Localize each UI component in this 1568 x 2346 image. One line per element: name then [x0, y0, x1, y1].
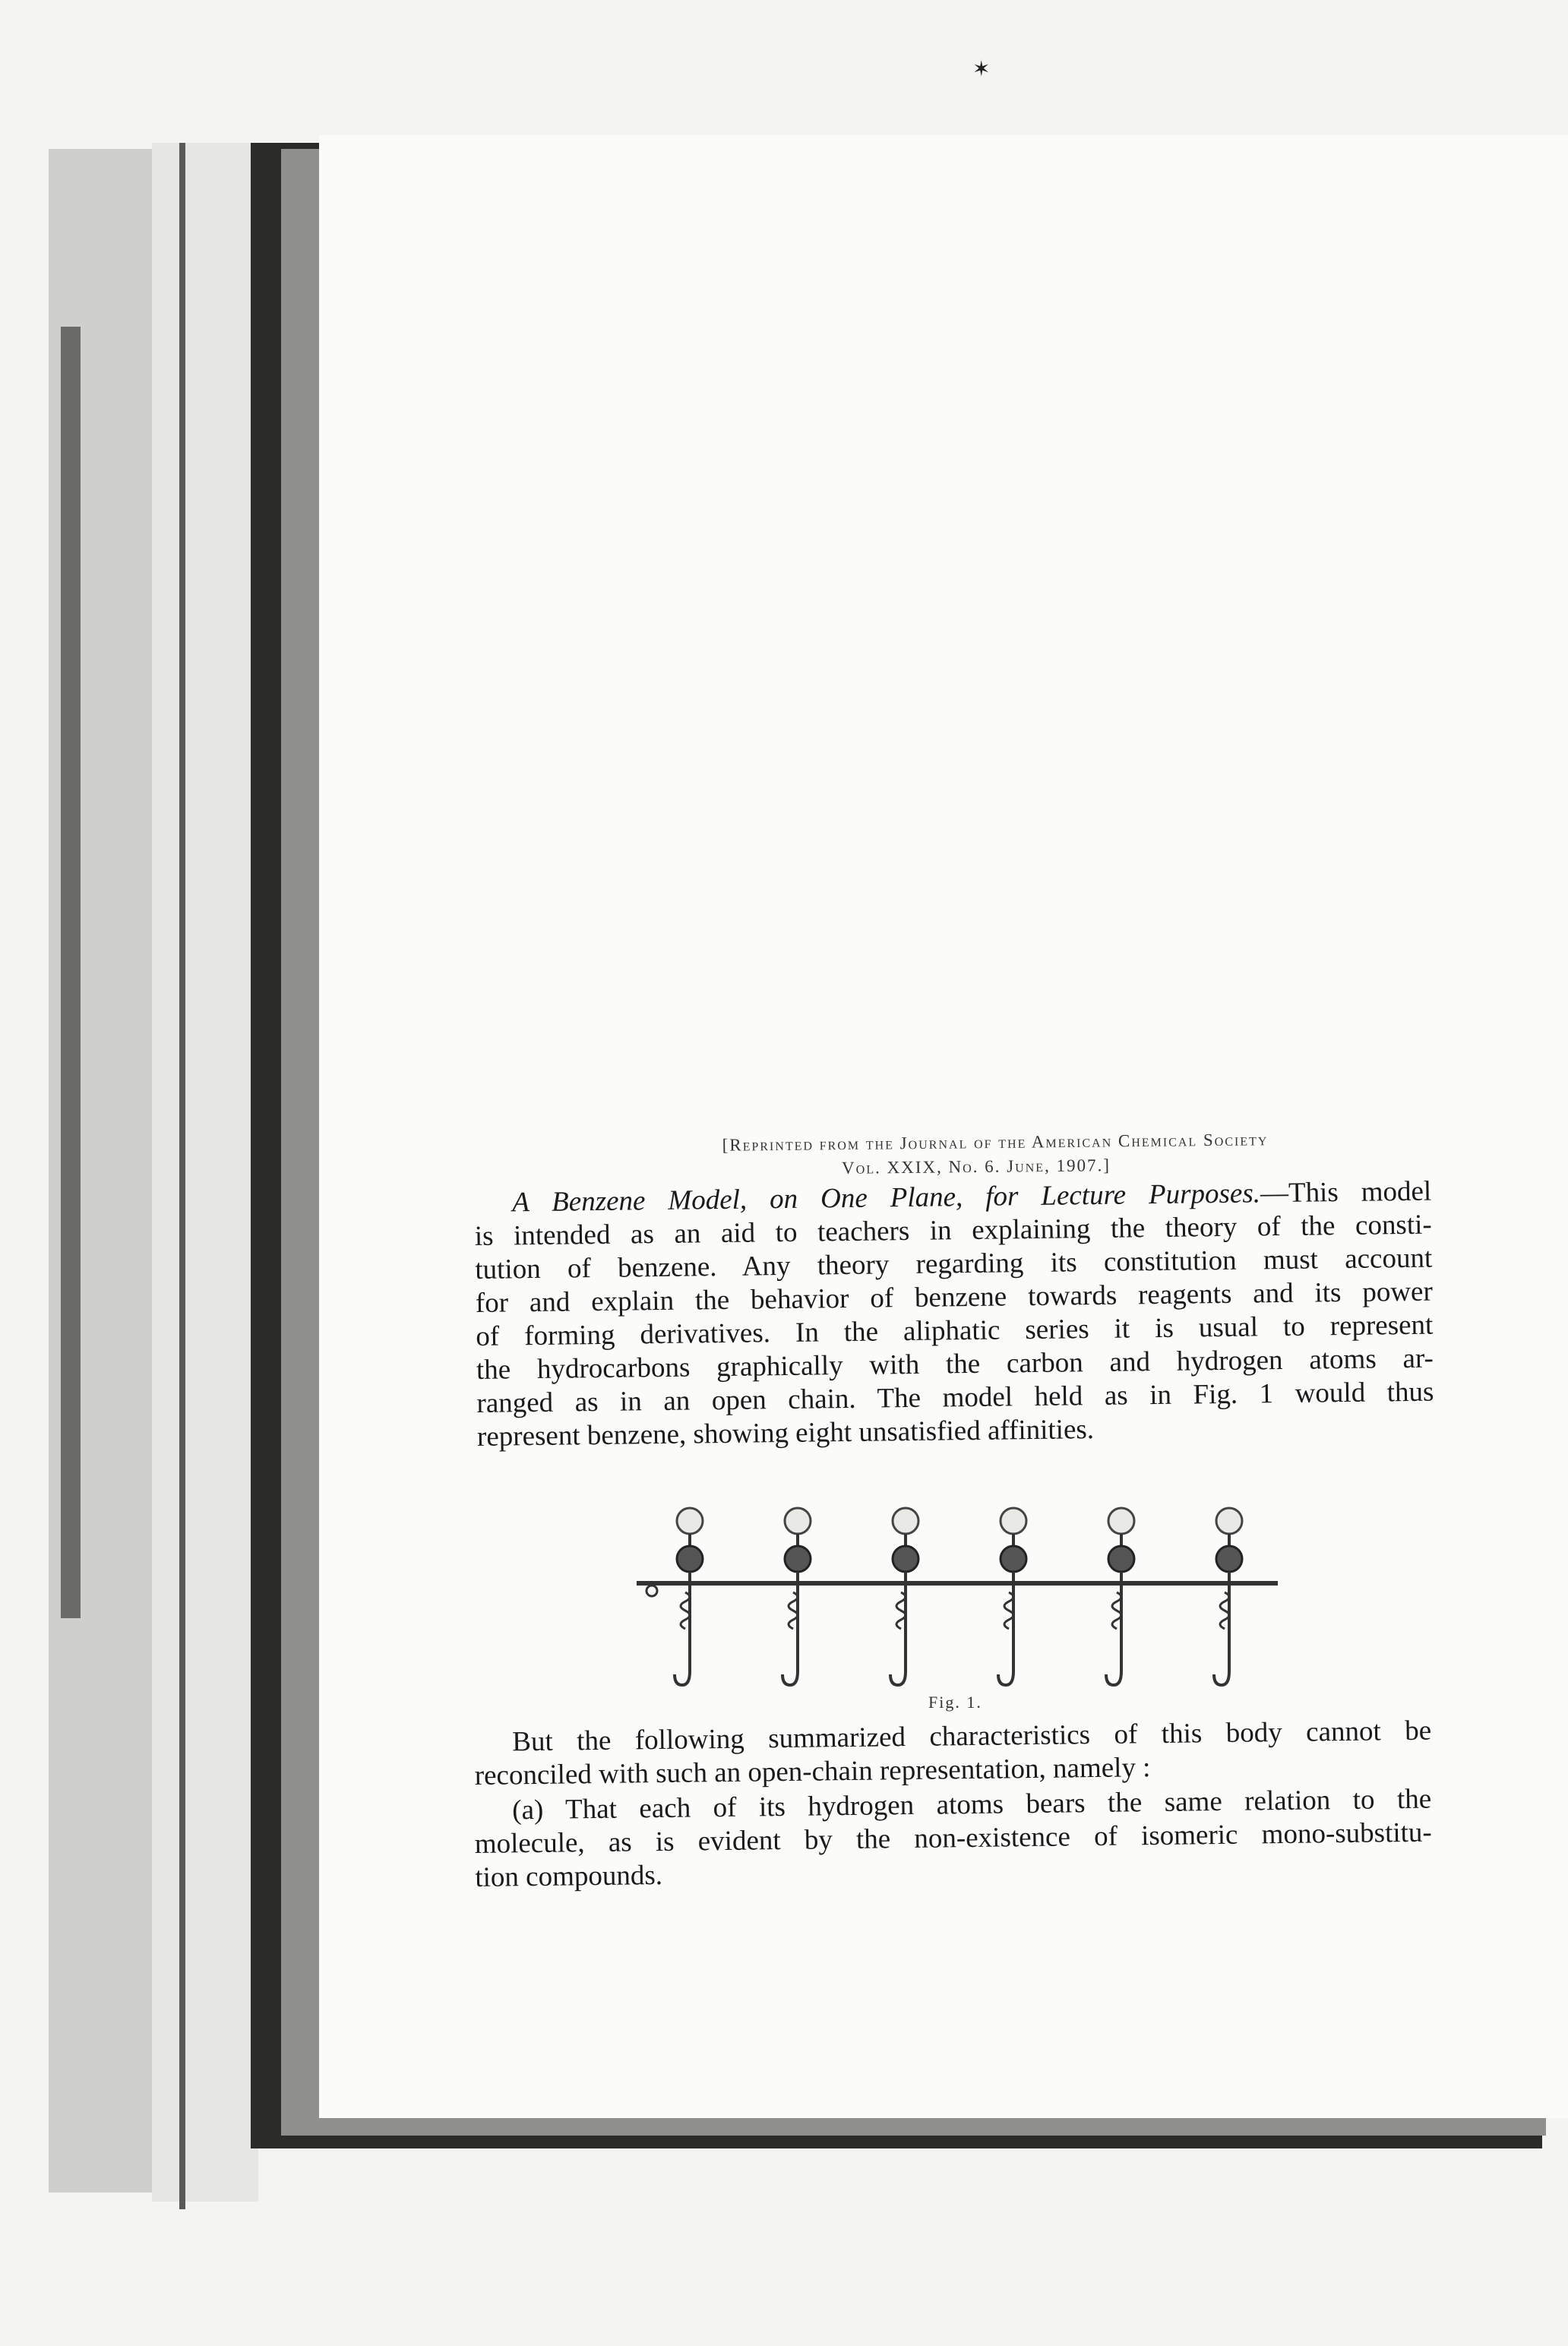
paragraph-1: A Benzene Model, on One Plane, for Lecture Purposes.—This model is intended as an aid to teachers in explaining the theory of the consti- tution of benzene. Any theory regarding its constitution must account for and explain the behavior of benzene towards reagents and its power of forming derivatives. In the aliphatic series it is usual to represent the hydrocarbons graphically with the carbon and hydrogen atoms ar- ranged as in an open chain. The model held as in Fig. 1 would thus represent benzene, showing eight unsatisfied affinities. [474, 1175, 1434, 1453]
paragraph-1-line-7: ranged as in an open chain. The model held as in Fig. 1 would thus [476, 1376, 1434, 1419]
hook [1214, 1671, 1229, 1685]
hook [998, 1671, 1013, 1685]
paragraph-1-line-5: of forming derivatives. In the aliphatic series it is usual to represent [476, 1309, 1434, 1352]
hydrogen-ball [893, 1508, 918, 1534]
paragraph-1-line-3: tution of benzene. Any theory regarding its constitution must account [475, 1242, 1433, 1285]
benzene-model-figure [631, 1497, 1284, 1702]
reprint-line-2: Vol. XXIX, No. 6. June, 1907.] [841, 1156, 1111, 1178]
paragraph-3-line-3: tion compounds. [475, 1859, 663, 1893]
reprint-notice [600, 1130, 1360, 1179]
hook [890, 1671, 906, 1685]
hydrogen-ball [1001, 1508, 1026, 1534]
hook [1106, 1671, 1121, 1685]
carbon-ball [785, 1546, 811, 1572]
hydrogen-ball [1108, 1508, 1134, 1534]
paragraph-3 [474, 1783, 1433, 1895]
paragraph-2-line-2: reconciled with such an open-chain representation, namely : [474, 1752, 1151, 1791]
hydrogen-ball [677, 1508, 703, 1534]
page-stack-shadow [61, 327, 81, 1618]
carbon-ball [893, 1546, 918, 1572]
paragraph-1-line-1: This model [1288, 1175, 1432, 1209]
paragraph-1-line-8: represent benzene, showing eight unsatisfied affinities. [476, 1414, 1095, 1453]
paragraph-3-line-2: molecule, as is evident by the non-existence of isomeric mono-substitu- [474, 1816, 1432, 1860]
paragraph-1-line-6: the hydrocarbons graphically with the carbon and hydrogen atoms ar- [476, 1342, 1434, 1386]
carbon-ball [1001, 1546, 1026, 1572]
hook [782, 1671, 798, 1685]
figure-caption: Fig. 1. [928, 1693, 982, 1712]
ink-smudge: ✶ [972, 58, 991, 81]
page-stack-inner [152, 143, 258, 2202]
carbon-ball [677, 1546, 703, 1572]
carbon-ball [1108, 1546, 1134, 1572]
paragraph-1-line-4: for and explain the behavior of benzene towards reagents and its power [475, 1276, 1434, 1319]
reprint-line-1: [Reprinted from the Journal of the American Chemical Society [722, 1130, 1269, 1155]
carbon-ball [1216, 1546, 1242, 1572]
hook [675, 1671, 690, 1685]
hydrogen-ball [1216, 1508, 1242, 1534]
spine-line [179, 143, 185, 2209]
paragraph-2-line-1: But the following summarized characteristics of this body cannot be [512, 1715, 1432, 1758]
paragraph-1-line-2: is intended as an aid to teachers in explaining the theory of the consti- [474, 1209, 1432, 1252]
article-title: A Benzene Model, on One Plane, for Lecture Purposes. [512, 1178, 1261, 1219]
paragraph-2 [474, 1715, 1432, 1793]
hydrogen-ball [785, 1508, 811, 1534]
rod-end-loop [646, 1586, 657, 1596]
paragraph-3-line-1: (a) That each of its hydrogen atoms bears the same relation to the [512, 1783, 1432, 1826]
